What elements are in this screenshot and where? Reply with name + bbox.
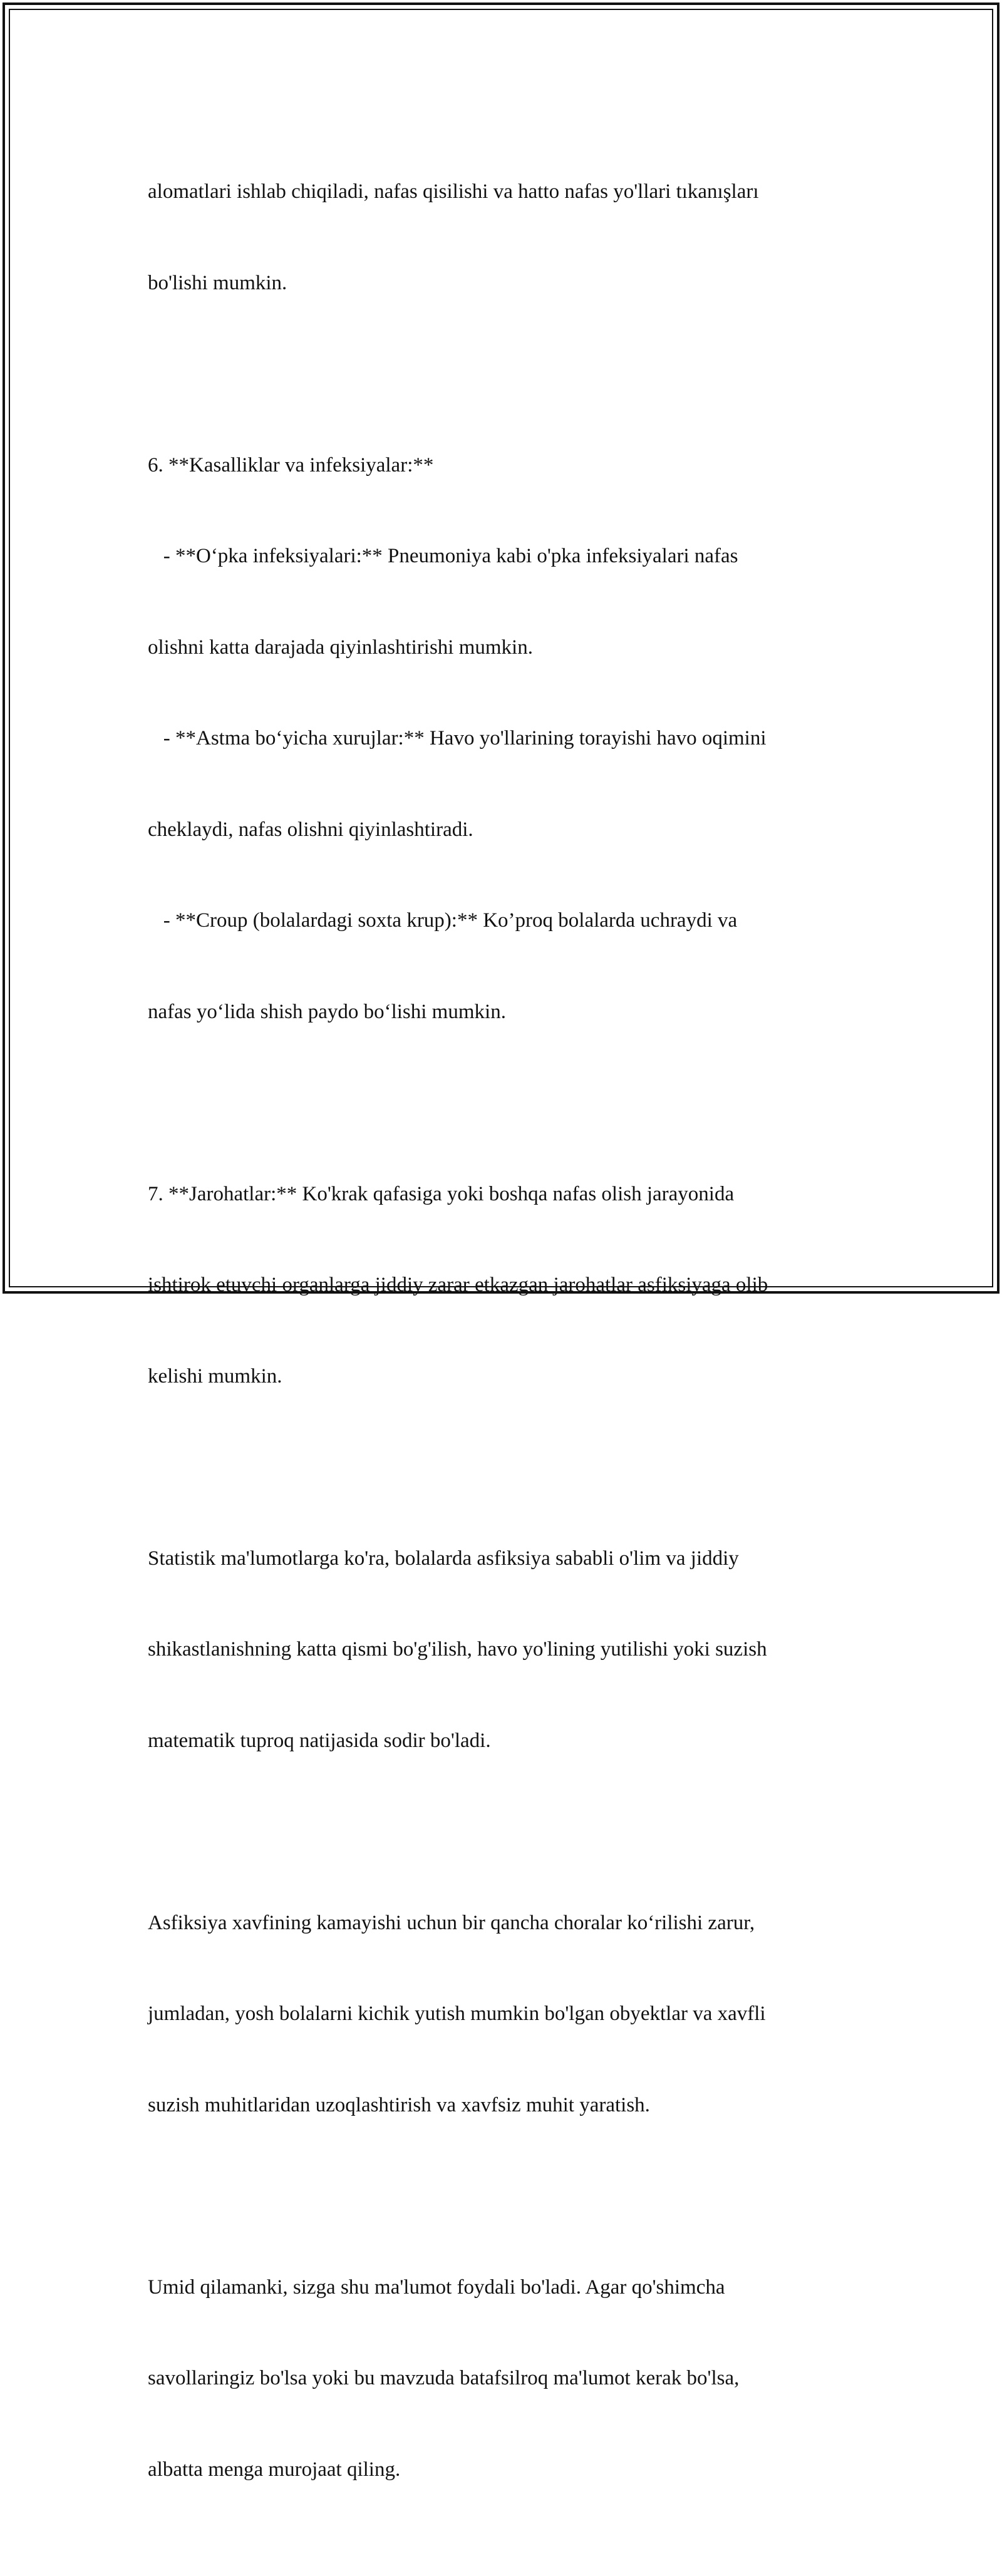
list-item-line: - **O‘pka infeksiyalari:** Pneumoniya kabi o'pka infeksiyalari nafas [148,545,738,567]
list-heading: 6. **Kasalliklar va infeksiyalar:** [148,453,434,477]
paragraph-closing [148,2212,855,2546]
text-line: kelishi mumkin. [148,1364,282,1388]
text-line: matematik tuproq natijasida sodir bo'ladi. [148,1729,491,1752]
paragraph-symptoms-continuation [148,116,855,359]
paragraph-injuries [148,1118,855,1453]
list-item-line: - **Astma bo‘yicha xurujlar:** Havo yo'llarining torayishi havo oqimini [148,727,767,750]
list-item-line: olishni katta darajada qiyinlashtirishi mumkin. [148,636,533,659]
text-line: jumladan, yosh bolalarni kichik yutish mumkin bo'lgan obyektlar va xavfli [148,2002,766,2025]
text-line: ishtirok etuvchi organlarga jiddiy zarar etkazgan jarohatlar asfiksiyaga olib [148,1274,768,1296]
text-line: savollaringiz bo'lsa yoki bu mavzuda batafsilroq ma'lumot kerak bo'lsa, [148,2367,740,2389]
list-item-line: - **Croup (bolalardagi soxta krup):** Ko’proq bolalarda uchraydi va [148,909,738,932]
text-line: alomatlari ishlab chiqiladi, nafas qisilishi va hatto nafas yo'llari tıkanışları [148,180,759,203]
paragraph-statistics [148,1483,855,1817]
paragraph-diseases-infections [148,389,855,1088]
text-line: Umid qilamanki, sizga shu ma'lumot foydali bo'ladi. Agar qo'shimcha [148,2275,725,2299]
paragraph-prevention [148,1847,855,2182]
text-line: Statistik ma'lumotlarga ko'ra, bolalarda asfiksiya sababli o'lim va jiddiy [148,1547,739,1570]
list-item-line: cheklaydi, nafas olishni qiyinlashtiradi. [148,818,473,841]
text-line: bo'lishi mumkin. [148,271,287,294]
text-line: Asfiksiya xavfining kamayishi uchun bir qancha choralar ko‘rilishi zarur, [148,1911,755,1934]
list-item-line: nafas yo‘lida shish paydo bo‘lishi mumkin. [148,1000,506,1023]
text-line: shikastlanishning katta qismi bo'g'ilish, havo yo'lining yutilishi yoki suzish [148,1638,767,1661]
text-line: albatta menga murojaat qiling. [148,2458,401,2481]
text-line: suzish muhitlaridan uzoqlashtirish va xavfsiz muhit yaratish. [148,2093,650,2116]
document-body [148,116,855,2576]
text-line: 7. **Jarohatlar:** Ko'krak qafasiga yoki boshqa nafas olish jarayonida [148,1182,735,1205]
